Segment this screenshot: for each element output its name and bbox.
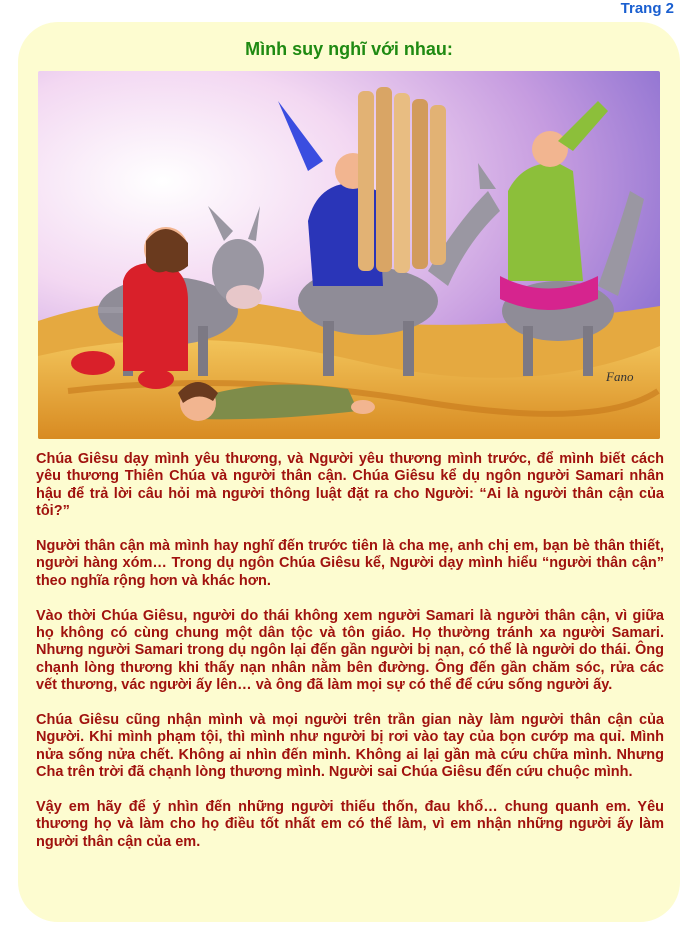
page-number: Trang 2	[620, 0, 674, 17]
paragraph: Chúa Giêsu dạy mình yêu thương, và Người yêu thương mình trước, để mình biết cách yêu thương Thiên Chúa và người thân cận. Chúa Giêsu kể dụ ngôn người Samari nhân hậu để trả lời câu hỏi mà người thông luật đặt ra cho Người: “Ai là người thân cận của tôi?”	[36, 451, 664, 520]
content-card	[18, 22, 680, 922]
section-title: Mình suy nghĩ với nhau:	[245, 39, 453, 59]
scroll-bundle	[358, 87, 446, 273]
reflection-text	[36, 451, 664, 869]
good-samaritan-illustration	[38, 71, 660, 439]
paragraph: Vào thời Chúa Giêsu, người do thái không xem người Samari là người thân cận, vì giữa họ không có cùng chung một dân tộc và tôn giáo. Họ thường tránh xa người Samari. Nhưng người Samari trong dụ ngôn lại đến gần người bị nạn, có thể là người do thái. Ông chạnh lòng thương khi thấy nạn nhân nằm bên đường. Ông đến gần chăm sóc, rửa các vết thương, vác người ấy lên… và ông đã làm mọi sự có thể để cứu sống người ấy.	[36, 607, 664, 694]
paragraph: Vậy em hãy để ý nhìn đến những người thiếu thốn, đau khổ… chung quanh em. Yêu thương họ và làm cho họ điều tốt nhất em có thể làm, vì em nhận những người ấy làm người thân cận của em.	[36, 799, 664, 850]
artist-signature: Fano	[606, 369, 634, 384]
paragraph: Chúa Giêsu cũng nhận mình và mọi người trên trần gian này làm người thân cận của Người. Khi mình phạm tội, thì mình như người bị rơi vào tay của bọn cướp ma quỉ. Mình nửa sống nửa chết. Không ai nhìn đến mình. Không ai lại gần mà cứu chữa mình. Nhưng Cha trên trời đã chạnh lòng thương mình. Người sai Chúa Giêsu đến cứu chuộc mình.	[36, 712, 664, 781]
paragraph: Người thân cận mà mình hay nghĩ đến trước tiên là cha mẹ, anh chị em, bạn bè thân thiết, người hàng xóm… Trong dụ ngôn Chúa Giêsu kể, Người dạy mình hiểu “người thân cận” theo nghĩa rộng hơn và khác hơn.	[36, 538, 664, 589]
